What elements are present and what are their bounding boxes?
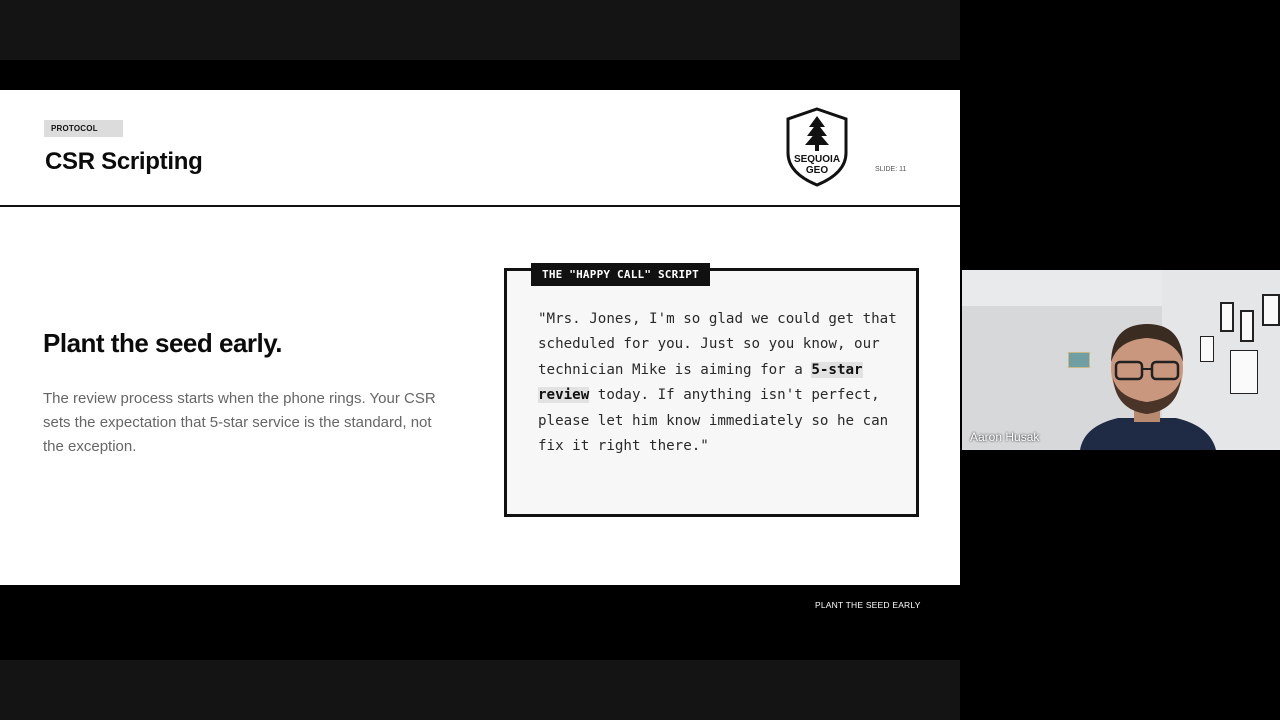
script-label: THE "HAPPY CALL" SCRIPT bbox=[531, 263, 710, 286]
shared-slide bbox=[0, 90, 960, 630]
script-text-after: today. If anything isn't perfect, please let him know immediately so he can fix it right there." bbox=[538, 387, 889, 455]
logo-text-line1: SEQUOIA bbox=[793, 154, 841, 165]
video-wall-frame bbox=[1230, 350, 1258, 394]
sequoia-geo-logo bbox=[784, 107, 850, 187]
script-text bbox=[538, 307, 898, 459]
footer-text: PLANT THE SEED EARLY bbox=[815, 600, 921, 610]
video-wall-frame bbox=[1262, 294, 1280, 326]
slide-header bbox=[0, 90, 960, 207]
script-highlight: 5-star review bbox=[538, 361, 863, 404]
participant-video-tile[interactable] bbox=[962, 270, 1280, 450]
video-wall-frame bbox=[1220, 302, 1234, 332]
logo-text-line2: GEO bbox=[805, 165, 829, 176]
meeting-bottom-strip bbox=[0, 660, 960, 720]
slide-body-text: The review process starts when the phone rings. Your CSR sets the expectation that 5-star service is the standard, not the exception. bbox=[43, 390, 436, 455]
video-wall-frame bbox=[1240, 310, 1254, 342]
script-box bbox=[504, 268, 919, 517]
participant-person bbox=[1072, 318, 1222, 450]
script-text-before: "Mrs. Jones, I'm so glad we could get that scheduled for you. Just so you know, our technician Mike is aiming for a bbox=[538, 311, 897, 378]
participant-name-label: Aaron Husak bbox=[970, 430, 1040, 444]
slide-headline: Plant the seed early. bbox=[43, 328, 283, 358]
slide-number: SLIDE: 11 bbox=[875, 166, 907, 173]
slide-footer bbox=[0, 585, 960, 630]
slide-title: CSR Scripting bbox=[45, 148, 203, 175]
protocol-tag: PROTOCOL bbox=[44, 120, 123, 137]
meeting-top-strip bbox=[0, 0, 960, 60]
